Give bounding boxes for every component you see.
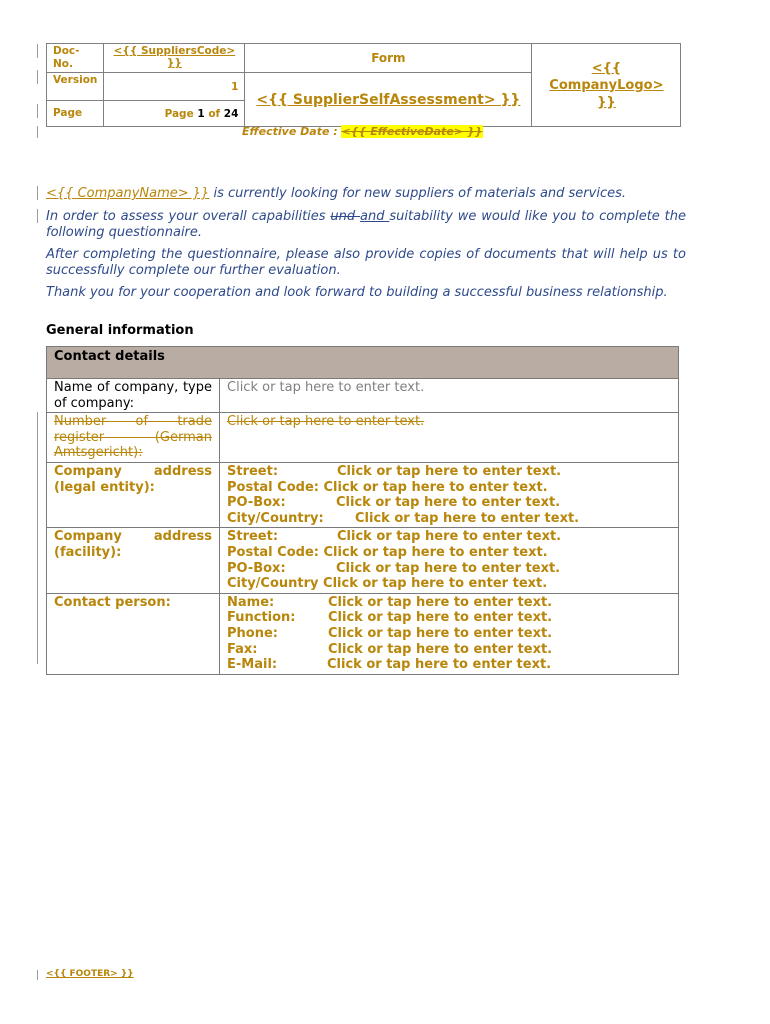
page-label: Page bbox=[47, 101, 104, 127]
legal-address-fields: Street: Click or tap here to enter text. Postal Code: Click or tap here to enter text. PO-Box: Click or tap here to enter text. City/Country: Click or tap here to enter text. bbox=[220, 462, 679, 527]
po-box-input[interactable]: Click or tap here to enter text. bbox=[336, 560, 561, 576]
company-logo-field[interactable]: <{{ CompanyLogo> }} bbox=[532, 44, 681, 127]
document-title-field[interactable]: <{{ SupplierSelfAssessment> }} bbox=[245, 73, 532, 127]
intro-paragraph-4: Thank you for your cooperation and look forward to building a successful business relationship. bbox=[46, 285, 668, 300]
doc-no-label: Doc-No. bbox=[47, 44, 104, 73]
row-label: Company address (legal entity): bbox=[47, 462, 220, 527]
change-bar bbox=[37, 126, 38, 138]
change-bar bbox=[37, 70, 38, 84]
intro-paragraph-1: <{{ CompanyName> }} is currently looking for new suppliers of materials and services. bbox=[46, 186, 627, 201]
email-input[interactable]: Click or tap here to enter text. bbox=[327, 657, 552, 673]
row-label: Contact person: bbox=[47, 593, 220, 674]
name-input[interactable]: Click or tap here to enter text. bbox=[328, 594, 553, 610]
version-value: 1 bbox=[104, 73, 245, 101]
doc-no-value[interactable]: <{{ SuppliersCode> }} bbox=[104, 44, 245, 73]
change-bar bbox=[37, 209, 38, 223]
change-bar bbox=[37, 970, 38, 980]
effective-date: Effective Date : <{{ EffectiveDate> }} bbox=[242, 125, 483, 138]
intro-paragraph-2: In order to assess your overall capabilities und and suitability we would like you to complete the following questionnaire. bbox=[46, 209, 686, 240]
po-box-input[interactable]: Click or tap here to enter text. bbox=[336, 495, 561, 511]
section-title: General information bbox=[46, 323, 194, 338]
trade-register-input[interactable]: Click or tap here to enter text. bbox=[220, 413, 679, 463]
phone-input[interactable]: Click or tap here to enter text. bbox=[328, 625, 553, 641]
change-bar bbox=[37, 104, 38, 118]
city-country-input[interactable]: Click or tap here to enter text. bbox=[355, 510, 580, 526]
contact-table-header: Contact details bbox=[47, 347, 679, 379]
change-bar bbox=[37, 44, 38, 58]
inserted-text: and bbox=[360, 209, 390, 224]
page-number: Page 1 of 24 bbox=[104, 101, 245, 127]
city-country-input[interactable]: Click or tap here to enter text. bbox=[323, 576, 548, 592]
postal-code-input[interactable]: Click or tap here to enter text. bbox=[323, 479, 548, 495]
version-label: Version bbox=[47, 73, 104, 101]
row-label: Number of trade register (German Amtsgericht): bbox=[47, 413, 220, 463]
deleted-text: und bbox=[330, 209, 361, 224]
contact-details-table bbox=[46, 346, 679, 675]
row-label: Name of company, type of company: bbox=[47, 379, 220, 413]
contact-person-fields: Name: Click or tap here to enter text. Function: Click or tap here to enter text. Phone: Click or tap here to enter text. Fax: Click or tap here to enter text. E-Mail: Click or tap here to enter text. bbox=[220, 593, 679, 674]
fax-input[interactable]: Click or tap here to enter text. bbox=[328, 641, 553, 657]
intro-paragraph-3: After completing the questionnaire, please also provide copies of documents that will help us to successfully complete our further evaluation. bbox=[46, 247, 686, 278]
street-input[interactable]: Click or tap here to enter text. bbox=[337, 529, 562, 545]
function-input[interactable]: Click or tap here to enter text. bbox=[328, 610, 553, 626]
change-bar bbox=[37, 412, 38, 664]
footer-field[interactable]: <{{ FOOTER> }} bbox=[46, 969, 134, 979]
document-header-table bbox=[46, 43, 681, 127]
row-label: Company address (facility): bbox=[47, 528, 220, 593]
facility-address-fields: Street: Click or tap here to enter text. Postal Code: Click or tap here to enter text. PO-Box: Click or tap here to enter text. City/Country Click or tap here to enter text. bbox=[220, 528, 679, 593]
change-bar bbox=[37, 186, 38, 200]
form-label: Form bbox=[245, 44, 532, 73]
postal-code-input[interactable]: Click or tap here to enter text. bbox=[323, 544, 548, 560]
effective-date-field[interactable]: <{{ EffectiveDate> }} bbox=[341, 125, 483, 138]
company-name-field[interactable]: <{{ CompanyName> }} bbox=[46, 186, 210, 201]
street-input[interactable]: Click or tap here to enter text. bbox=[337, 463, 562, 479]
company-name-input[interactable]: Click or tap here to enter text. bbox=[220, 379, 679, 413]
